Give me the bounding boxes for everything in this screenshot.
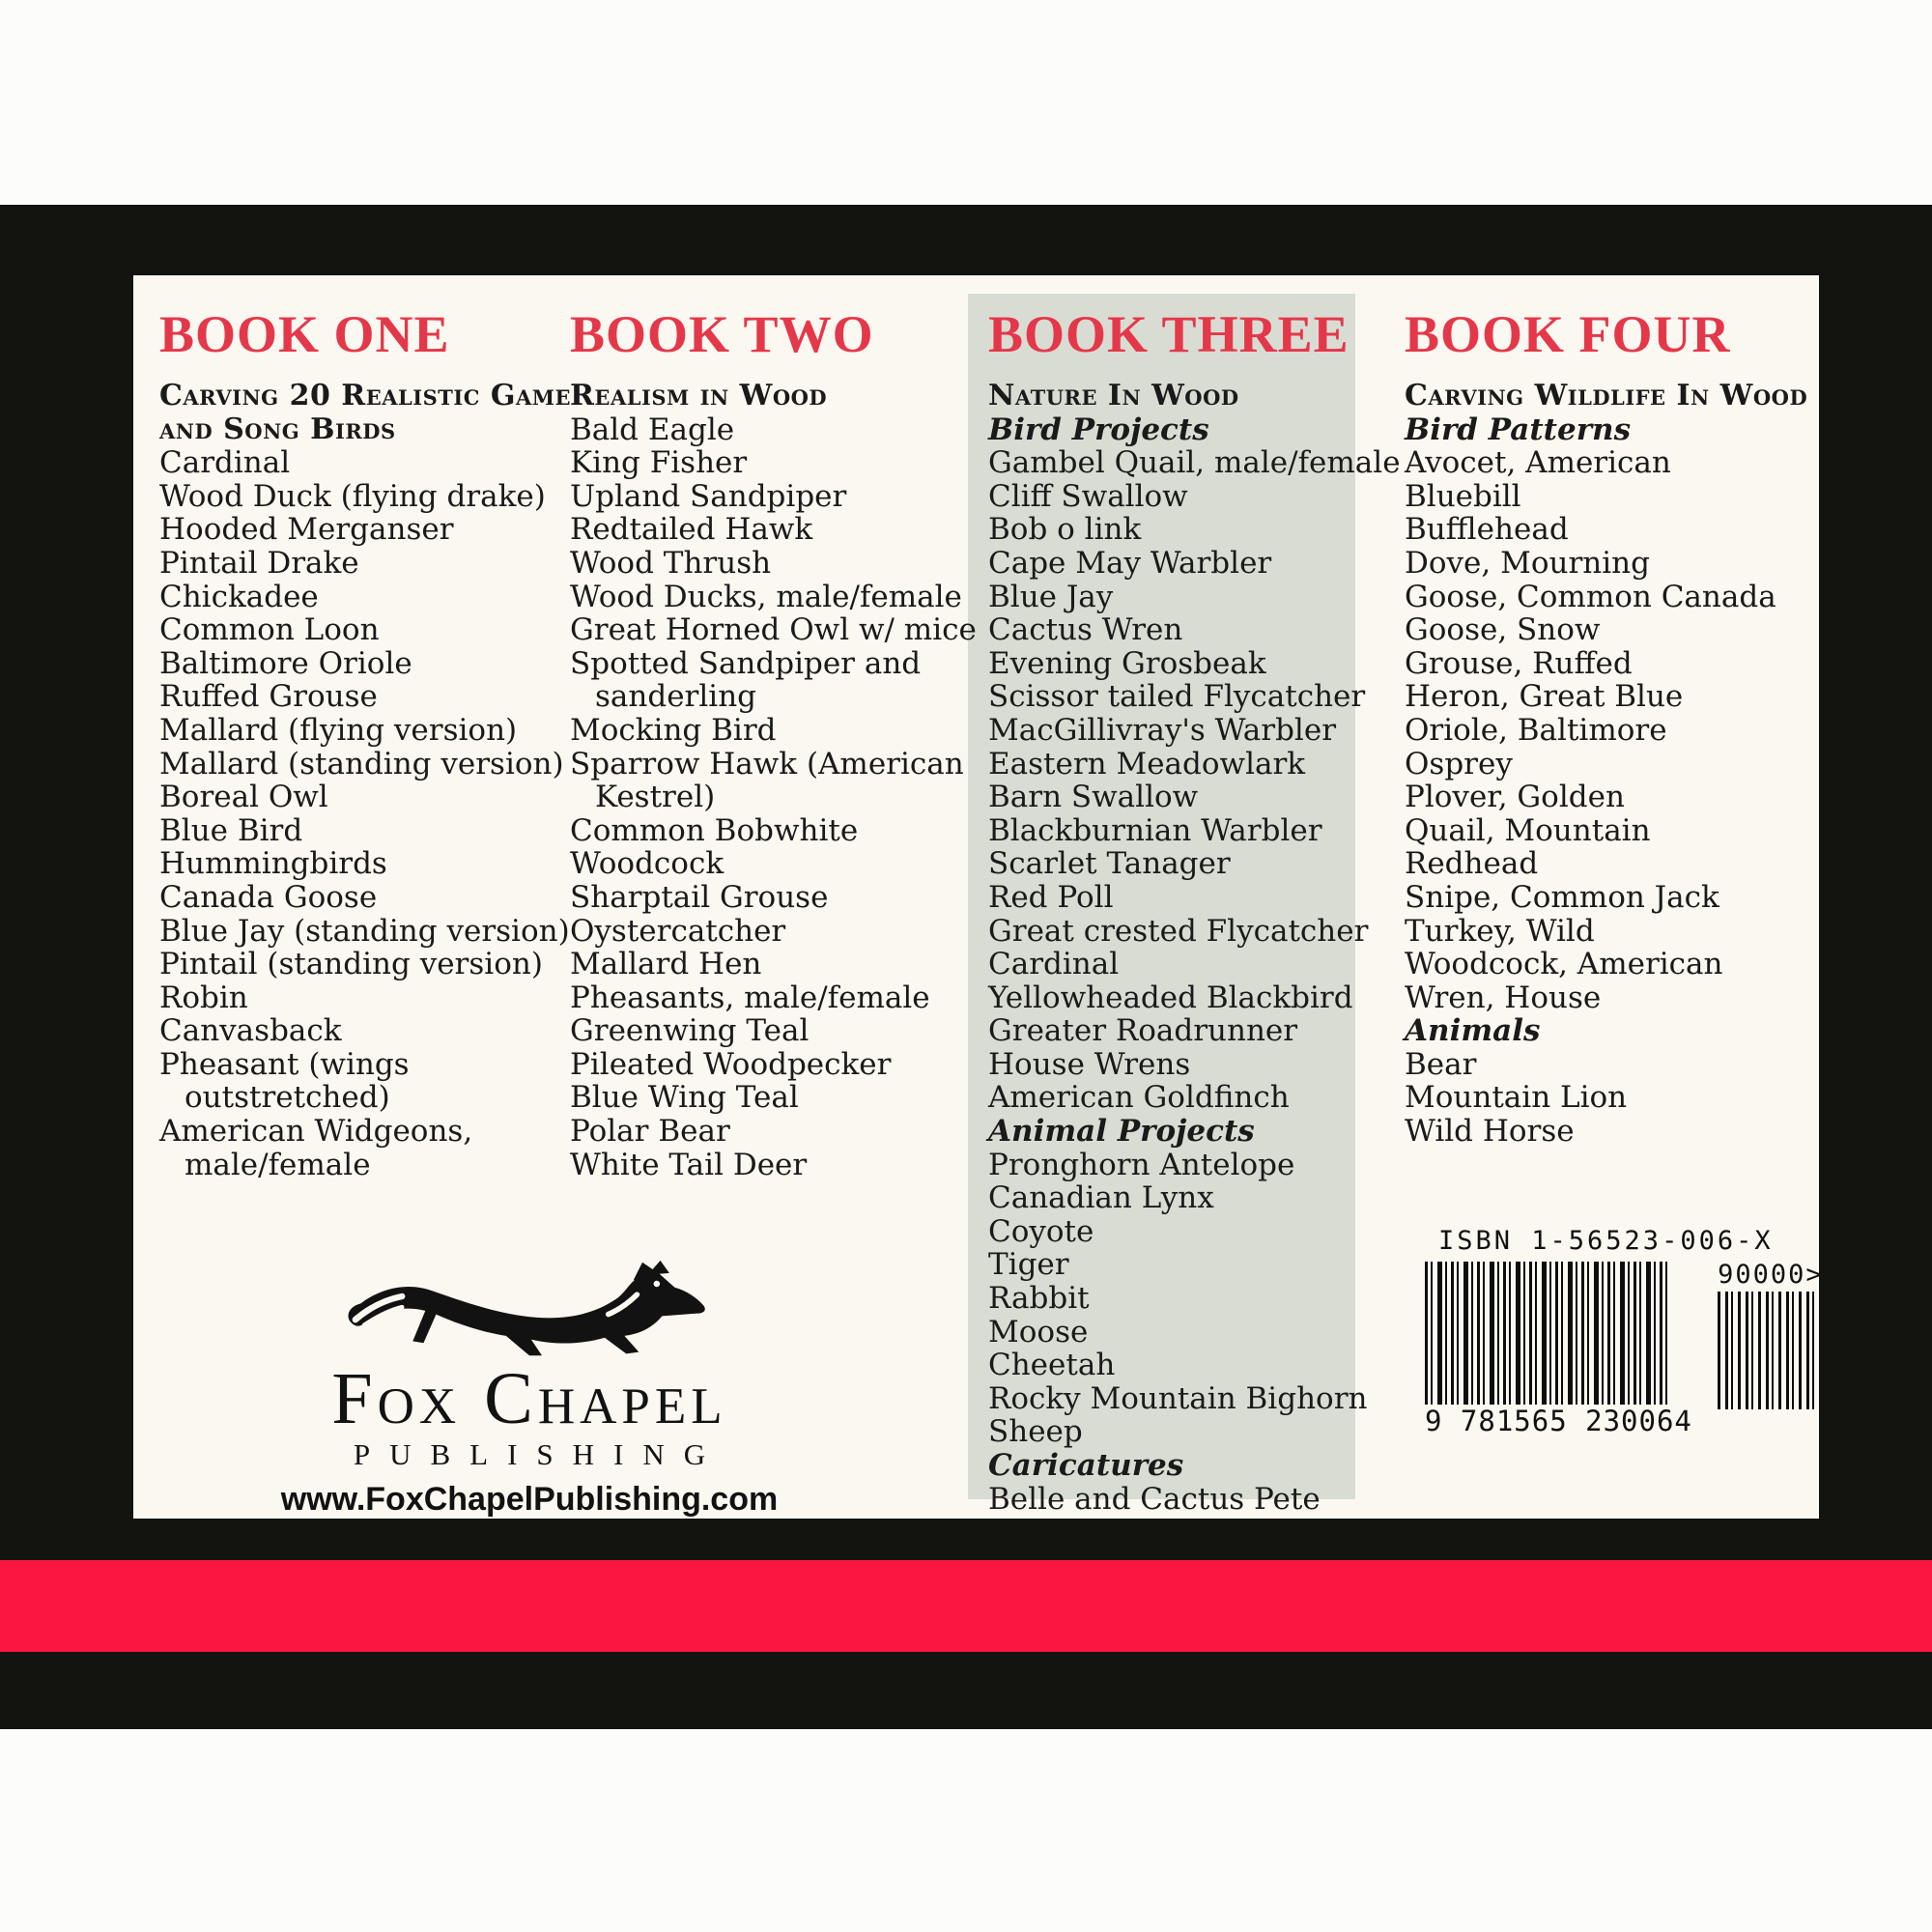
- text-line: Sharptail Grouse: [570, 879, 829, 915]
- text-line: Bird Patterns: [1405, 412, 1632, 447]
- text-line: and Song Birds: [159, 412, 396, 446]
- list-item: [570, 748, 976, 814]
- list-item: [1405, 915, 1820, 949]
- text-line: Spotted Sandpiper and: [570, 645, 922, 681]
- text-line: Redhead: [1405, 846, 1539, 882]
- list-item: [159, 480, 565, 514]
- text-line: Realism in Wood: [570, 379, 828, 412]
- text-line: Kestrel): [595, 780, 716, 815]
- text-line: Common Bobwhite: [570, 812, 859, 848]
- ean-digits: 9 781565 230064: [1425, 1405, 1692, 1437]
- list-item: [159, 446, 565, 480]
- list-item: [988, 547, 1375, 581]
- text-line: Mallard (standing version): [159, 746, 564, 781]
- text-line: Sheep: [988, 1414, 1083, 1450]
- list-item: [570, 513, 976, 547]
- list-item: [570, 547, 976, 581]
- list-item: [159, 948, 565, 981]
- text-line: Goose, Snow: [1405, 612, 1601, 648]
- list-item: [988, 748, 1375, 781]
- section-title: [159, 379, 572, 446]
- text-line: Belle and Cactus Pete: [988, 1481, 1321, 1517]
- section-title: [988, 1449, 1375, 1483]
- book-heading: BOOK TWO: [570, 305, 874, 363]
- list-item: [570, 1149, 976, 1182]
- back-cover-panel: [133, 275, 1824, 1519]
- text-line: Hooded Merganser: [159, 512, 454, 548]
- text-line: Grouse, Ruffed: [1405, 645, 1633, 681]
- text-line: Avocet, American: [1405, 445, 1671, 481]
- text-line: Polar Bear: [570, 1114, 730, 1150]
- text-line: Bluebill: [1405, 478, 1521, 514]
- text-line: Osprey: [1405, 746, 1513, 781]
- list-item: [988, 814, 1375, 848]
- text-line: Canadian Lynx: [988, 1180, 1214, 1216]
- text-line: Carving 20 Realistic Game: [159, 379, 572, 412]
- list-item: [1405, 581, 1820, 614]
- ean-barcode: [1425, 1262, 1692, 1436]
- text-line: Dove, Mourning: [1405, 545, 1650, 581]
- list-item: [1405, 480, 1820, 514]
- text-line: Baltimore Oriole: [159, 645, 412, 681]
- list-item: [988, 1248, 1375, 1282]
- text-line: King Fisher: [570, 445, 748, 481]
- list-item: [988, 1181, 1375, 1215]
- text-line: Moose: [988, 1314, 1089, 1350]
- text-line: Eastern Meadowlark: [988, 746, 1306, 781]
- text-line: Pheasant (wings: [159, 1046, 410, 1082]
- list-item: [159, 714, 565, 748]
- text-line: Canada Goose: [159, 879, 378, 915]
- red-stripe: [0, 1560, 1932, 1652]
- list-item: [570, 1014, 976, 1048]
- list-item: [570, 647, 976, 714]
- text-line: Caricatures: [988, 1448, 1184, 1483]
- section-title: [988, 1115, 1375, 1149]
- list-item: [159, 781, 565, 814]
- text-line: Yellowheaded Blackbird: [988, 980, 1353, 1015]
- text-line: Pileated Woodpecker: [570, 1046, 892, 1082]
- text-line: Mocking Bird: [570, 712, 777, 748]
- list-item: [1405, 1081, 1820, 1115]
- list-item: [570, 1115, 976, 1149]
- column-book-two: [570, 305, 977, 1182]
- text-line: Heron, Great Blue: [1405, 679, 1684, 715]
- text-line: Bear: [1405, 1046, 1477, 1082]
- list-item: [988, 714, 1375, 748]
- text-line: White Tail Deer: [570, 1147, 808, 1182]
- text-line: American Goldfinch: [988, 1080, 1290, 1116]
- list-item: [159, 913, 570, 949]
- text-line: Rabbit: [988, 1281, 1090, 1317]
- book-heading: BOOK FOUR: [1405, 305, 1731, 363]
- column-book-four: [1405, 305, 1820, 1150]
- supplement-barcode: [1718, 1262, 1824, 1409]
- publisher-name: Fox Chapel: [331, 1358, 727, 1439]
- text-line: Gambel Quail, male/female: [988, 445, 1401, 481]
- text-line: Oriole, Baltimore: [1405, 712, 1667, 748]
- text-line: Wild Horse: [1405, 1114, 1575, 1150]
- list-item: [988, 513, 1375, 547]
- book-heading: BOOK ONE: [159, 305, 450, 363]
- text-line: Snipe, Common Jack: [1405, 879, 1719, 915]
- text-line: Chickadee: [159, 579, 319, 614]
- text-line: Greenwing Teal: [570, 1013, 810, 1049]
- list-item: [988, 480, 1375, 514]
- list-item: [988, 1349, 1375, 1382]
- list-item: [570, 413, 976, 447]
- text-line: Cheetah: [988, 1348, 1116, 1383]
- text-line: Bob o link: [988, 512, 1142, 548]
- text-line: Animals: [1405, 1013, 1541, 1049]
- text-line: Canvasback: [159, 1013, 342, 1049]
- list-item: [570, 1081, 976, 1115]
- text-line: Tiger: [988, 1247, 1069, 1283]
- text-line: Blackburnian Warbler: [988, 812, 1322, 848]
- text-line: Turkey, Wild: [1405, 913, 1595, 949]
- text-line: Blue Wing Teal: [570, 1080, 799, 1116]
- text-line: Scarlet Tanager: [988, 846, 1231, 882]
- list-item: [988, 781, 1375, 814]
- list-item: [988, 445, 1401, 481]
- list-item: [988, 647, 1375, 681]
- text-line: Mallard Hen: [570, 947, 762, 982]
- text-line: Bird Projects: [988, 412, 1209, 447]
- list-item: [159, 814, 565, 848]
- list-item: [1405, 513, 1820, 547]
- list-item: [1405, 748, 1820, 781]
- list-item: [988, 1081, 1375, 1115]
- list-item: [570, 446, 976, 480]
- list-item: [988, 847, 1375, 881]
- list-item: [159, 881, 565, 915]
- text-line: House Wrens: [988, 1046, 1191, 1082]
- list-item: [159, 847, 565, 881]
- list-item: [988, 1282, 1375, 1316]
- list-item: [1405, 814, 1820, 848]
- list-item: [570, 847, 976, 881]
- text-line: Pronghorn Antelope: [988, 1147, 1295, 1182]
- text-line: Cardinal: [159, 445, 291, 481]
- text-line: Cape May Warbler: [988, 545, 1272, 581]
- publisher-subtitle: PUBLISHING: [353, 1437, 725, 1471]
- list-item: [988, 1483, 1375, 1517]
- text-line: Cardinal: [988, 947, 1120, 982]
- text-line: Scissor tailed Flycatcher: [988, 679, 1366, 715]
- list-item: [988, 981, 1375, 1015]
- text-line: Coyote: [988, 1213, 1094, 1249]
- list-item: [159, 513, 565, 547]
- list-item: [159, 547, 565, 581]
- text-line: Rocky Mountain Bighorn: [988, 1380, 1368, 1416]
- text-line: Ruffed Grouse: [159, 679, 378, 715]
- text-line: outstretched): [185, 1080, 390, 1116]
- book-heading: BOOK THREE: [988, 305, 1350, 363]
- text-line: Upland Sandpiper: [570, 478, 847, 514]
- list-item: [1405, 847, 1820, 881]
- list-item: [159, 748, 565, 781]
- list-item: [988, 1382, 1375, 1449]
- list-item: [1405, 547, 1820, 581]
- text-line: Cactus Wren: [988, 612, 1183, 648]
- ean-barcode-bars: [1425, 1262, 1668, 1405]
- publisher-url: www.FoxChapelPublishing.com: [280, 1481, 779, 1518]
- list-item: [988, 915, 1375, 949]
- list-item: [1405, 948, 1820, 981]
- publisher-logo: [249, 1259, 810, 1518]
- text-line: American Widgeons,: [159, 1114, 473, 1150]
- list-item: [988, 680, 1375, 714]
- text-line: Bald Eagle: [570, 412, 735, 447]
- text-line: Pheasants, male/female: [570, 980, 930, 1015]
- list-item: [570, 1048, 976, 1082]
- list-item: [988, 1048, 1375, 1082]
- list-item: [1405, 881, 1820, 915]
- text-line: Greater Roadrunner: [988, 1013, 1298, 1049]
- supplement-barcode-bars: [1718, 1292, 1818, 1409]
- text-line: Oystercatcher: [570, 913, 786, 949]
- list-item: [159, 1014, 565, 1048]
- text-line: sanderling: [595, 679, 757, 715]
- text-line: Nature In Wood: [988, 379, 1239, 412]
- text-line: Blue Jay (standing version): [159, 913, 570, 949]
- list-item: [1405, 446, 1820, 480]
- text-line: Goose, Common Canada: [1405, 579, 1776, 614]
- section-title: [570, 380, 976, 413]
- text-line: Woodcock: [570, 846, 724, 882]
- list-item: [988, 1215, 1375, 1249]
- text-line: Plover, Golden: [1405, 780, 1625, 815]
- text-line: Red Poll: [988, 879, 1114, 915]
- text-line: Wood Duck (flying drake): [159, 478, 546, 514]
- list-item: [570, 948, 976, 981]
- text-line: Quail, Mountain: [1405, 812, 1651, 848]
- list-item: [1405, 981, 1820, 1015]
- list-item: [988, 1316, 1375, 1350]
- text-line: Carving Wildlife In Wood: [1405, 379, 1808, 412]
- text-line: Blue Jay: [988, 579, 1114, 614]
- section-title: [988, 380, 1375, 413]
- section-title: [1405, 413, 1820, 447]
- list-item: [988, 1149, 1375, 1182]
- text-line: Common Loon: [159, 612, 380, 648]
- section-title: [1405, 1014, 1820, 1048]
- list-item: [988, 581, 1375, 614]
- list-item: [1405, 613, 1820, 647]
- list-item: [1405, 714, 1820, 748]
- text-line: Woodcock, American: [1405, 947, 1723, 982]
- text-line: Animal Projects: [988, 1114, 1255, 1150]
- list-item: [570, 581, 976, 614]
- text-line: Evening Grosbeak: [988, 645, 1266, 681]
- text-line: MacGillivray's Warbler: [988, 712, 1337, 748]
- isbn-barcode-block: [1425, 1227, 1898, 1436]
- text-line: Bufflehead: [1405, 512, 1569, 548]
- column-book-three: [988, 305, 1401, 1517]
- list-item: [159, 647, 565, 681]
- list-item: [570, 613, 976, 647]
- list-item: [1405, 1048, 1820, 1082]
- text-line: Wood Ducks, male/female: [570, 579, 962, 614]
- isbn-text: ISBN 1-56523-006-X: [1438, 1226, 1774, 1256]
- list-item: [570, 814, 976, 848]
- list-item: [1405, 680, 1820, 714]
- list-item: [570, 915, 976, 949]
- list-item: [159, 613, 565, 647]
- section-title: [988, 413, 1375, 447]
- section-title: [1405, 380, 1820, 413]
- list-item: [570, 881, 976, 915]
- text-line: Sparrow Hawk (American: [570, 746, 964, 781]
- list-item: [988, 881, 1375, 915]
- list-item: [159, 581, 565, 614]
- list-item: [159, 1048, 565, 1115]
- text-line: Redtailed Hawk: [570, 512, 813, 548]
- list-item: [570, 714, 976, 748]
- list-item: [159, 981, 565, 1015]
- text-line: Pintail Drake: [159, 545, 359, 581]
- column-book-one: [159, 305, 572, 1182]
- text-line: Wren, House: [1405, 980, 1602, 1015]
- text-line: Pintail (standing version): [159, 947, 543, 982]
- list-item: [159, 1115, 565, 1181]
- text-line: Barn Swallow: [988, 780, 1199, 815]
- list-item: [988, 948, 1375, 981]
- list-item: [988, 613, 1375, 647]
- text-line: Blue Bird: [159, 812, 303, 848]
- list-item: [570, 480, 976, 514]
- list-item: [1405, 1115, 1820, 1149]
- text-line: Robin: [159, 980, 248, 1015]
- list-item: [1405, 781, 1820, 814]
- text-line: Mountain Lion: [1405, 1080, 1628, 1116]
- list-item: [988, 1014, 1375, 1048]
- text-line: Mallard (flying version): [159, 712, 518, 748]
- supplement-code: 90000>: [1718, 1260, 1824, 1290]
- text-line: Boreal Owl: [159, 780, 328, 815]
- text-line: Great crested Flycatcher: [988, 913, 1369, 949]
- list-item: [159, 680, 565, 714]
- text-line: Wood Thrush: [570, 545, 772, 581]
- text-line: male/female: [185, 1147, 371, 1182]
- text-line: Cliff Swallow: [988, 478, 1188, 514]
- list-item: [1405, 647, 1820, 681]
- text-line: Hummingbirds: [159, 846, 387, 882]
- fox-logo-icon: [249, 1259, 810, 1359]
- text-line: Great Horned Owl w/ mice: [570, 612, 977, 648]
- list-item: [570, 981, 976, 1015]
